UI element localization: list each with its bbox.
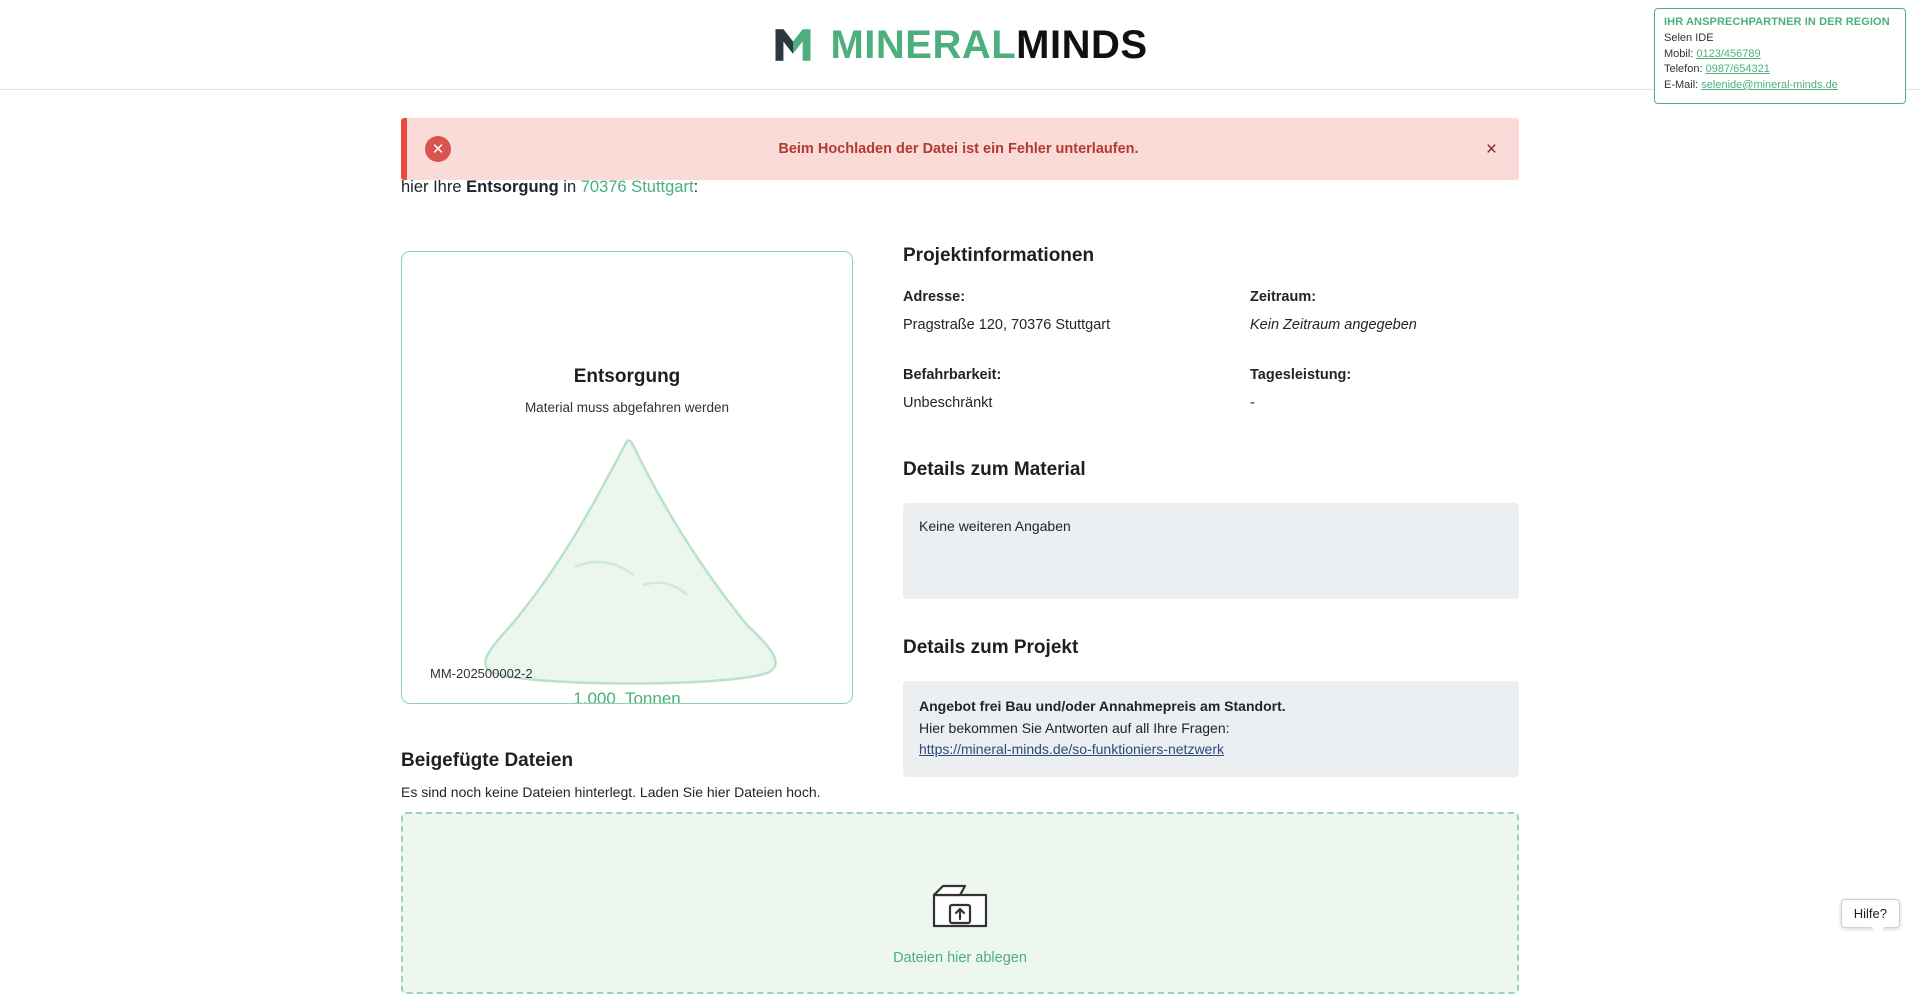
- help-button[interactable]: [1841, 899, 1900, 928]
- dropzone-label: Dateien hier ablegen: [893, 949, 1027, 966]
- project-details-link[interactable]: https://mineral-minds.de/so-funktioniers-netzwerk: [919, 741, 1225, 758]
- card-amount-value: 1.000: [573, 689, 616, 704]
- address-value: Pragstraße 120, 70376 Stuttgart: [903, 317, 1111, 333]
- project-details-line1: Angebot frei Bau und/oder Annahmepreis am Standort.: [919, 698, 1286, 714]
- project-summary-card[interactable]: [401, 251, 853, 704]
- alert-close-button[interactable]: ×: [1485, 138, 1497, 160]
- info-row-2: [903, 367, 1519, 411]
- contact-phone-label: Telefon:: [1664, 63, 1703, 76]
- project-details-column: [903, 245, 1519, 777]
- logo[interactable]: [772, 24, 1147, 66]
- period-label: Zeitraum:: [1250, 289, 1317, 305]
- contact-card-title: IHR ANSPRECHPARTNER IN DER REGION: [1664, 16, 1890, 28]
- file-dropzone[interactable]: [401, 812, 1519, 994]
- card-title: Entsorgung: [573, 366, 681, 387]
- contact-mobile-link[interactable]: 0123/456789: [1696, 47, 1761, 60]
- daily-output-value: -: [1250, 395, 1255, 411]
- project-details-line2: Hier bekommen Sie Antworten auf all Ihre Fragen:: [919, 719, 1230, 736]
- intro-line: [401, 178, 698, 197]
- logo-text: [830, 22, 1148, 67]
- period-cell: [1250, 289, 1417, 333]
- intro-middle: in: [558, 178, 581, 196]
- daily-output-label: Tagesleistung:: [1250, 367, 1352, 383]
- accessibility-label: Befahrbarkeit:: [903, 367, 1002, 383]
- card-amount-unit: Tonnen: [624, 689, 681, 704]
- project-info-heading: Projektinformationen: [903, 245, 1095, 266]
- upload-folder-icon: [929, 881, 991, 938]
- material-details-text: Keine weiteren Angaben: [919, 518, 1071, 534]
- files-heading: Beigefügte Dateien: [401, 750, 574, 771]
- mineral-minds-m-logo-icon: [772, 24, 814, 66]
- alert-message: Beim Hochladen der Datei ist ein Fehler unterlaufen.: [778, 141, 1139, 157]
- accessibility-cell: [903, 367, 1250, 411]
- info-row-1: [903, 289, 1519, 333]
- project-details-heading: Details zum Projekt: [903, 637, 1079, 658]
- contact-email-label: E-Mail:: [1664, 79, 1699, 91]
- accessibility-value: Unbeschränkt: [903, 395, 993, 411]
- logo-text-primary: MINERAL: [830, 22, 1017, 67]
- material-details-heading: Details zum Material: [903, 459, 1086, 480]
- period-value: Kein Zeitraum angegeben: [1250, 317, 1417, 333]
- contact-mobile-label: Mobil:: [1664, 47, 1694, 60]
- app-header: [0, 0, 1920, 90]
- contact-email-link[interactable]: selenide@mineral-minds.de: [1701, 79, 1838, 91]
- contact-email-row: [1664, 79, 1896, 93]
- project-details-panel: [903, 681, 1519, 777]
- intro-prefix: hier Ihre: [401, 178, 467, 196]
- intro-location-link[interactable]: 70376 Stuttgart: [580, 178, 694, 196]
- material-details-panel: [903, 503, 1519, 599]
- contact-phone-row: [1664, 63, 1896, 77]
- contact-person-name: Selen IDE: [1664, 31, 1714, 44]
- intro-bold: Entsorgung: [466, 178, 559, 196]
- upload-error-alert: [401, 118, 1519, 180]
- intro-suffix: :: [693, 178, 699, 196]
- contact-mobile-row: [1664, 48, 1896, 62]
- card-subtitle: Material muss abgefahren werden: [524, 400, 730, 415]
- error-circle-icon: ✕: [425, 136, 451, 162]
- address-label: Adresse:: [903, 289, 966, 305]
- daily-output-cell: [1250, 367, 1351, 411]
- logo-text-secondary: MINDS: [1016, 22, 1148, 67]
- address-cell: [903, 289, 1250, 333]
- files-empty-text: Es sind noch keine Dateien hinterlegt. Laden Sie hier Dateien hoch.: [401, 784, 821, 800]
- help-label: Hilfe?: [1853, 906, 1887, 921]
- card-project-id: MM-202500002-2: [430, 666, 533, 681]
- material-pile-illustration-icon: [447, 437, 807, 692]
- contact-phone-link[interactable]: 0987/654321: [1705, 63, 1770, 76]
- card-amount: [402, 689, 852, 704]
- regional-contact-card: [1654, 8, 1906, 104]
